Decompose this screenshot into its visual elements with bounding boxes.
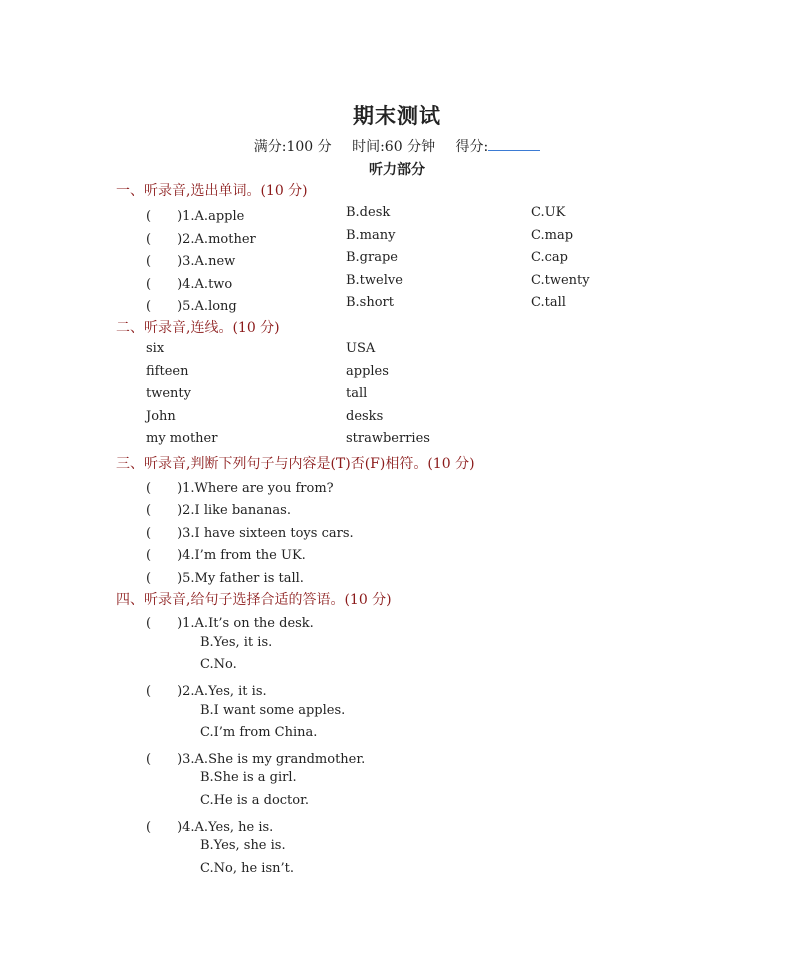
s3-q2: ( )2.I like bananas. — [146, 503, 291, 518]
s4-q4-a: ( )4.A.Yes, he is. — [146, 820, 274, 835]
s1-q2-c: C.map — [531, 228, 574, 243]
full-score: 满分:100 分 — [253, 139, 332, 155]
s3-q4: ( )4.I’m from the UK. — [146, 548, 306, 563]
s2-right-4: desks — [346, 409, 384, 424]
s4-q1-a: ( )1.A.It’s on the desk. — [146, 616, 314, 631]
s3-q1: ( )1.Where are you from? — [146, 481, 334, 496]
s2-left-5: my mother — [146, 431, 218, 446]
section-1-heading: 一、听录音,选出单词。(10 分) — [116, 183, 308, 199]
s4-q3-b: B.She is a girl. — [200, 770, 297, 785]
score-label: 得分: — [455, 139, 489, 155]
s3-q3: ( )3.I have sixteen toys cars. — [146, 526, 354, 541]
s2-right-5: strawberries — [346, 431, 430, 446]
s2-left-4: John — [146, 409, 176, 424]
s1-q3: ( )3.A.new — [146, 254, 236, 269]
s4-q2-b: B.I want some apples. — [200, 703, 346, 718]
s4-q2-a: ( )2.A.Yes, it is. — [146, 684, 267, 699]
s4-q4-c: C.No, he isn’t. — [200, 861, 294, 876]
s4-q1-c: C.No. — [200, 657, 237, 672]
s2-left-1: six — [146, 341, 165, 356]
s1-q5-b: B.short — [346, 295, 394, 310]
section-4-heading: 四、听录音,给句子选择合适的答语。(10 分) — [116, 592, 392, 608]
s2-left-2: fifteen — [146, 364, 189, 379]
score-blank[interactable] — [488, 138, 540, 151]
page-title: 期末测试 — [353, 103, 441, 128]
s2-right-3: tall — [346, 386, 368, 401]
s1-q5-c: C.tall — [531, 295, 566, 310]
s1-q4-b: B.twelve — [346, 273, 403, 288]
s1-q1-c: C.UK — [531, 205, 566, 220]
s1-q2-b: B.many — [346, 228, 396, 243]
s1-q1-b: B.desk — [346, 205, 391, 220]
s1-q4: ( )4.A.two — [146, 277, 233, 292]
s4-q4-b: B.Yes, she is. — [200, 838, 286, 853]
listening-title: 听力部分 — [369, 162, 425, 178]
time-limit: 时间:60 分钟 — [352, 139, 436, 155]
s4-q3-a: ( )3.A.She is my grandmother. — [146, 752, 366, 767]
s1-q2: ( )2.A.mother — [146, 232, 256, 247]
s4-q1-b: B.Yes, it is. — [200, 635, 273, 650]
s2-right-1: USA — [346, 341, 376, 356]
s2-right-2: apples — [346, 364, 389, 379]
exam-info — [0, 136, 794, 156]
section-3-heading: 三、听录音,判断下列句子与内容是(T)否(F)相符。(10 分) — [116, 456, 475, 472]
s4-q2-c: C.I’m from China. — [200, 725, 318, 740]
s1-q4-c: C.twenty — [531, 273, 590, 288]
section-2-heading: 二、听录音,连线。(10 分) — [116, 320, 280, 336]
s1-q1: ( )1.A.apple — [146, 209, 245, 224]
s3-q5: ( )5.My father is tall. — [146, 571, 304, 586]
s1-q5: ( )5.A.long — [146, 299, 237, 314]
s1-q3-c: C.cap — [531, 250, 568, 265]
s1-q3-b: B.grape — [346, 250, 398, 265]
s2-left-3: twenty — [146, 386, 191, 401]
s4-q3-c: C.He is a doctor. — [200, 793, 310, 808]
